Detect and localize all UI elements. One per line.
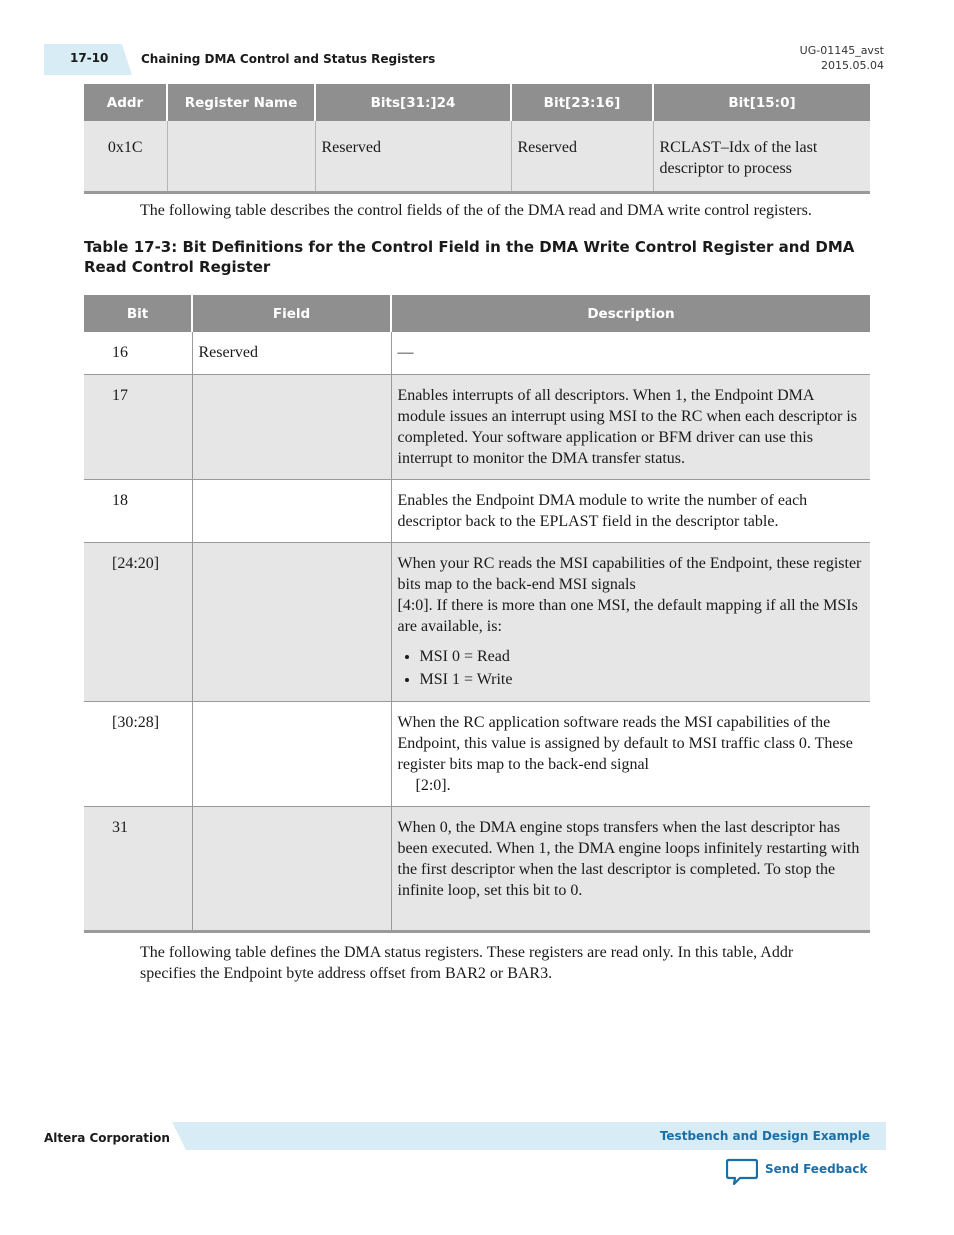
table-row bbox=[84, 121, 870, 193]
table-header-row bbox=[84, 84, 870, 121]
section-title: Chaining DMA Control and Status Registers bbox=[141, 52, 436, 66]
column-header-addr: Addr bbox=[84, 84, 167, 121]
control-field-table bbox=[84, 295, 870, 933]
cell-field bbox=[192, 542, 391, 701]
column-header-field: Field bbox=[192, 295, 391, 332]
section-link[interactable]: Testbench and Design Example bbox=[659, 1129, 870, 1143]
table-row bbox=[84, 332, 870, 374]
cell-description bbox=[391, 542, 870, 701]
table-row bbox=[84, 374, 870, 479]
column-header-register-name: Register Name bbox=[167, 84, 315, 121]
table-row bbox=[84, 701, 870, 806]
column-header-description: Description bbox=[391, 295, 870, 332]
doc-date: 2015.05.04 bbox=[821, 59, 884, 72]
cell-bit: [30:28] bbox=[84, 701, 192, 806]
closing-paragraph: The following table defines the DMA status registers. These registers are read only. In this table, Addr specifies the Endpoint byte address offset from BAR2 or BAR3. bbox=[140, 944, 794, 982]
feedback-icon[interactable] bbox=[726, 1158, 758, 1186]
column-header-bits-15-0: Bit[15:0] bbox=[653, 84, 870, 121]
table-caption: Table 17-3: Bit Definitions for the Control Field in the DMA Write Control Register and DMA Read Control Register bbox=[84, 238, 855, 276]
doc-id: UG-01145_avst bbox=[799, 44, 884, 57]
table-row bbox=[84, 479, 870, 542]
intro-paragraph: The following table describes the control fields of the of the DMA read and DMA write control registers. bbox=[140, 202, 812, 219]
cell-description: When 0, the DMA engine stops transfers when the last descriptor has been executed. When 1, the DMA engine loops infinitely restarting with the first descriptor when the last descriptor is completed. To stop the infinite loop, set this bit to 0. bbox=[391, 806, 870, 931]
send-feedback-link[interactable]: Send Feedback bbox=[765, 1162, 868, 1176]
description-signal: [2:0]. bbox=[415, 776, 451, 794]
list-item: • MSI 0 = Read bbox=[420, 645, 865, 668]
register-table-continued bbox=[84, 84, 870, 194]
cell-field bbox=[192, 806, 391, 931]
cell-bits-15-0: RCLAST–Idx of the last descriptor to process bbox=[653, 121, 870, 193]
doc-identifier bbox=[800, 43, 884, 73]
bullet-list bbox=[398, 645, 865, 691]
cell-bit: 17 bbox=[84, 374, 192, 479]
cell-bit: 31 bbox=[84, 806, 192, 931]
description-text: When your RC reads the MSI capabilities of the Endpoint, these register bits map to the back-end MSI signals bbox=[397, 554, 862, 593]
cell-description: Enables the Endpoint DMA module to write the number of each descriptor back to the EPLAST field in the descriptor table. bbox=[397, 491, 808, 530]
table-row bbox=[84, 542, 870, 701]
cell-bit: 18 bbox=[84, 479, 192, 542]
cell-addr: 0x1C bbox=[84, 121, 167, 193]
column-header-bits-23-16: Bit[23:16] bbox=[511, 84, 653, 121]
cell-field bbox=[192, 479, 391, 542]
table-header-row bbox=[84, 295, 870, 332]
table-row bbox=[84, 806, 870, 931]
cell-description: — bbox=[391, 332, 870, 374]
cell-description: Enables interrupts of all descriptors. When 1, the Endpoint DMA module issues an interrupt using MSI to the RC when each descriptor is completed. Your software application or BFM driver can use this interrupt to monitor the DMA transfer status. bbox=[391, 374, 870, 479]
description-text: When the RC application software reads the MSI capabilities of the Endpoint, this value is assigned by default to MSI traffic class 0. These register bits map to the back-end signal bbox=[397, 713, 853, 773]
description-text: [4:0]. If there is more than one MSI, the default mapping if all the MSIs are available, is: bbox=[397, 596, 858, 635]
column-header-bits-31-24: Bits[31:]24 bbox=[315, 84, 511, 121]
list-item: • MSI 1 = Write bbox=[420, 668, 865, 691]
cell-bits-23-16: Reserved bbox=[511, 121, 653, 193]
cell-bits-31-24: Reserved bbox=[315, 121, 511, 193]
cell-field: Reserved bbox=[192, 332, 391, 374]
column-header-bit: Bit bbox=[84, 295, 192, 332]
page-number: 17-10 bbox=[70, 51, 109, 65]
cell-bit: [24:20] bbox=[84, 542, 192, 701]
cell-bit: 16 bbox=[84, 332, 192, 374]
cell-description bbox=[391, 701, 870, 806]
footer-company: Altera Corporation bbox=[44, 1131, 170, 1145]
cell-field bbox=[192, 374, 391, 479]
cell-register-name bbox=[167, 121, 315, 193]
cell-field bbox=[192, 701, 391, 806]
